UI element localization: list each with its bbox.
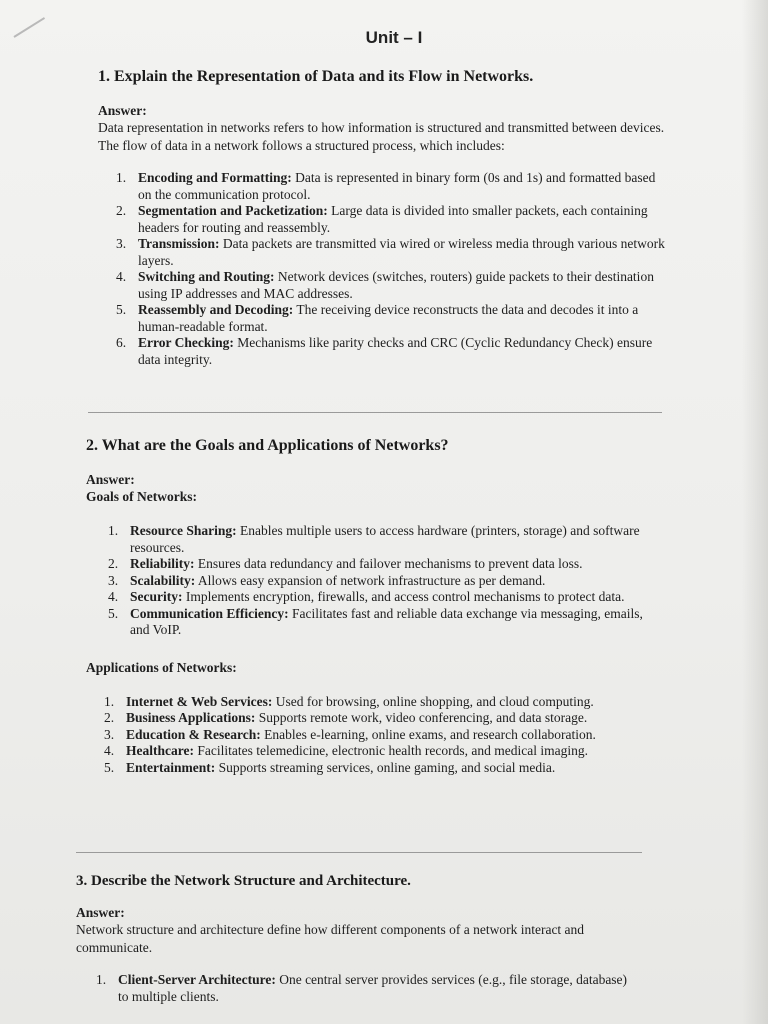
answer-label: Answer: (76, 905, 125, 920)
list-item: 3. Transmission: Data packets are transmitted via wired or wireless media through various network layers. (116, 236, 665, 268)
question-1 (98, 68, 678, 368)
list-item: 3. Scalability: Allows easy expansion of network infrastructure as per demand. (108, 572, 546, 588)
list-item: 1. Internet & Web Services: Used for browsing, online shopping, and cloud computing. (104, 693, 594, 709)
applications-list (104, 693, 651, 777)
list-item: 5. Entertainment: Supports streaming services, online gaming, and social media. (104, 759, 556, 775)
question-3-list (96, 972, 638, 1005)
applications-label: Applications of Networks: (86, 659, 237, 675)
list-item: 1. Client-Server Architecture: One central server provides services (e.g., file storage, database) to multiple clients. (96, 972, 628, 1004)
list-item: 2. Reliability: Ensures data redundancy and failover mechanisms to prevent data loss. (108, 556, 583, 571)
list-item: 5. Reassembly and Decoding: The receiving device reconstructs the data and decodes it into a human-readable format. (116, 302, 639, 334)
list-item: 1. Encoding and Formatting: Data is represented in binary form (0s and 1s) and formatted based on the communication protocol. (116, 170, 656, 202)
list-item: 4. Security: Implements encryption, firewalls, and access control mechanisms to protect data. (108, 589, 625, 604)
answer-label: Answer: (86, 472, 135, 487)
list-item: 1. Resource Sharing: Enables multiple users to access hardware (printers, storage) and software resources. (108, 523, 640, 555)
list-item: 3. Education & Research: Enables e-learning, online exams, and research collaboration. (104, 726, 596, 742)
list-item: 2. Segmentation and Packetization: Large data is divided into smaller packets, each containing headers for routing and reassembly. (116, 203, 648, 235)
section-divider (88, 412, 662, 413)
goals-list (108, 523, 655, 639)
unit-title: Unit – I (365, 28, 423, 47)
answer-label: Answer: (98, 103, 147, 118)
list-item: 5. Communication Efficiency: Facilitates fast and reliable data exchange via messaging, emails, and VoIP. (108, 605, 643, 637)
question-2 (86, 437, 666, 776)
goals-label: Goals of Networks: (86, 489, 197, 504)
question-3 (76, 873, 656, 1005)
question-3-title: 3. Describe the Network Structure and Architecture. (76, 873, 411, 889)
section-divider (76, 852, 642, 853)
list-item: 2. Business Applications: Supports remote work, video conferencing, and data storage. (104, 710, 588, 725)
question-1-title: 1. Explain the Representation of Data and its Flow in Networks. (98, 68, 534, 85)
list-item: 4. Healthcare: Facilitates telemedicine, electronic health records, and medical imaging. (104, 743, 588, 758)
question-3-intro: Network structure and architecture define how different components of a network interact and communicate. (76, 922, 585, 955)
list-item: 6. Error Checking: Mechanisms like parity checks and CRC (Cyclic Redundancy Check) ensure data integrity. (116, 335, 653, 367)
page-edge-shadow (742, 0, 768, 1024)
question-1-list (116, 170, 668, 368)
question-2-title: 2. What are the Goals and Applications of Networks? (86, 437, 449, 454)
question-1-intro: Data representation in networks refers to how information is structured and transmitted between devices. The flow of data in a network follows a structured process, which includes: (98, 120, 665, 153)
list-item: 4. Switching and Routing: Network devices (switches, routers) guide packets to their destination using IP addresses and MAC addresses. (116, 269, 654, 301)
